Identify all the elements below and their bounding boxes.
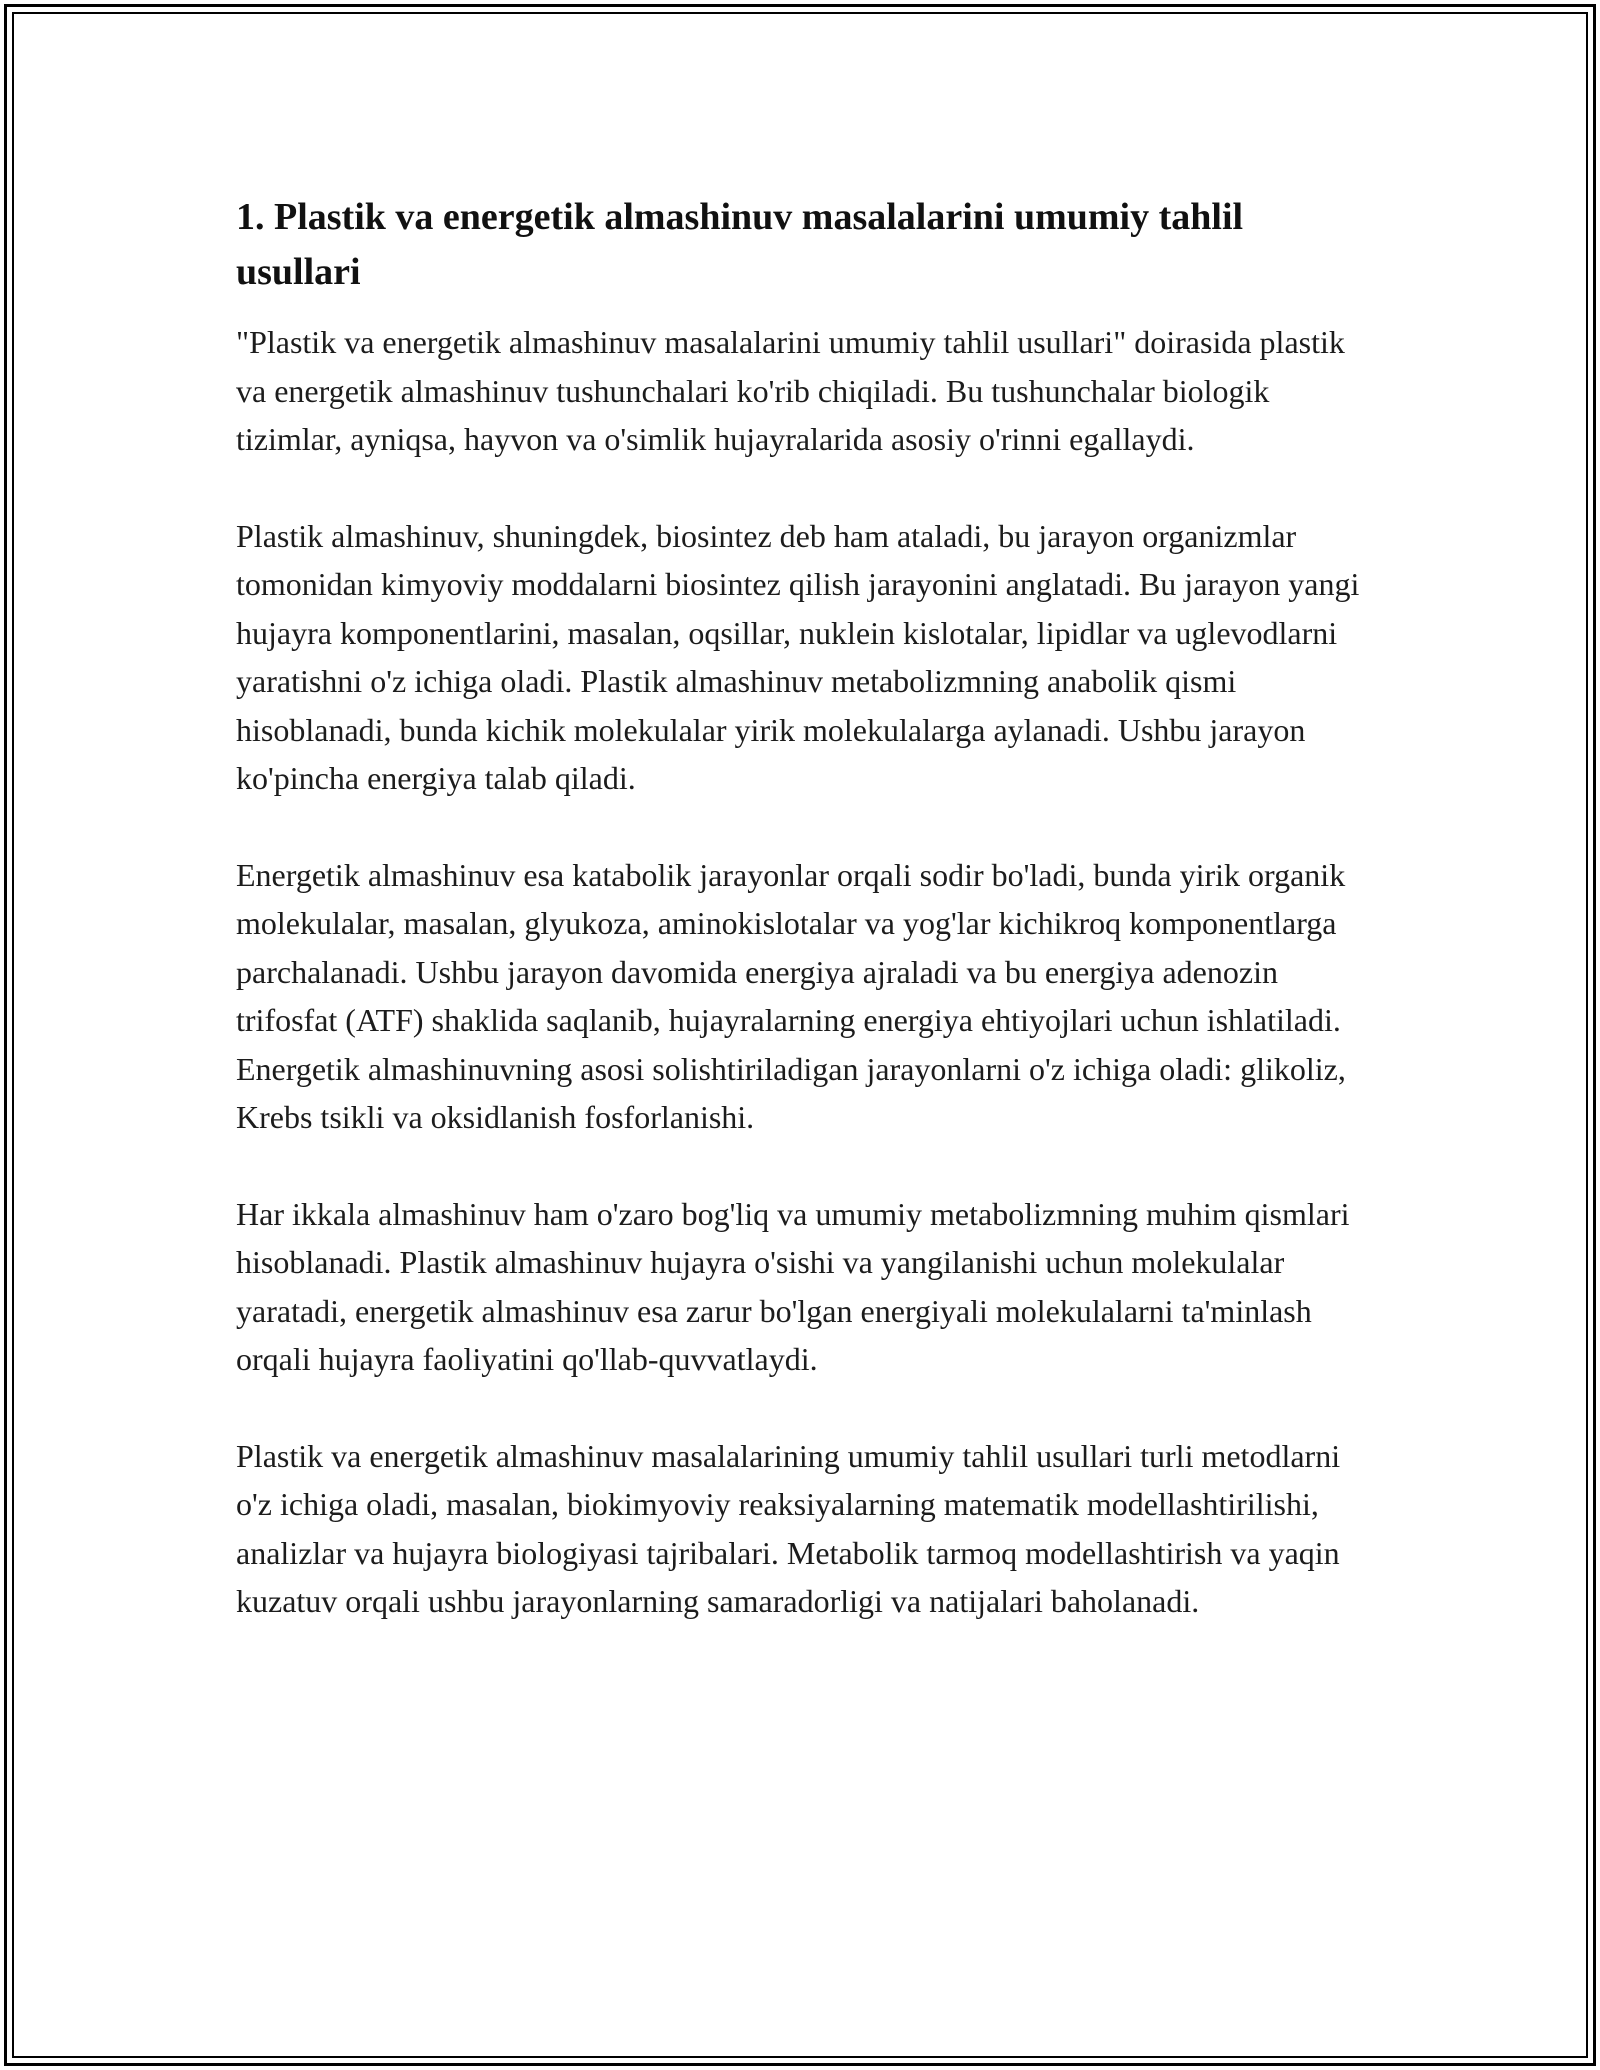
- paragraph-intro: "Plastik va energetik almashinuv masalalarini umumiy tahlil usullari" doirasida plastik va energetik almashinuv tushunchalari ko'rib chiqiladi. Bu tushunchalar biologik tizimlar, ayniqsa, hayvon va o'simlik hujayralarida asosiy o'rinni egallaydi.: [236, 324, 1345, 457]
- paragraph-energy-exchange: Energetik almashinuv esa katabolik jarayonlar orqali sodir bo'ladi, bunda yirik organik molekulalar, masalan, glyukoza, aminokislotalar va yog'lar kichikroq komponentlarga parchalanadi. Ushbu jarayon davomida energiya ajraladi va bu energiya adenozin trifosfat (ATF) shaklida saqlanib, hujayralarning energiya ehtiyojlari uchun ishlatiladi. Energetik almashinuvning asosi solishtiriladigan jarayonlarni o'z ichiga oladi: glikoliz, Krebs tsikli va oksidlanish fosforlanishi.: [236, 856, 1346, 1135]
- paragraph-analysis-methods: Plastik va energetik almashinuv masalalarining umumiy tahlil usullari turli metodlarni o'z ichiga oladi, masalan, biokimyoviy reaksiyalarning matematik modellashtirilishi, analizlar va hujayra biologiyasi tajribalari. Metabolik tarmoq modellashtirish va yaqin kuzatuv orqali ushbu jarayonlarning samaradorligi va natijalari baholanadi.: [236, 1437, 1341, 1619]
- paragraph-plastic-exchange: Plastik almashinuv, shuningdek, biosintez deb ham ataladi, bu jarayon organizmlar tomonidan kimyoviy moddalarni biosintez qilish jarayonini anglatadi. Bu jarayon yangi hujayra komponentlarini, masalan, oqsillar, nuklein kislotalar, lipidlar va uglevodlarni yaratishni o'z ichiga oladi. Plastik almashinuv metabolizmning anabolik qismi hisoblanadi, bunda kichik molekulalar yirik molekulalarga aylanadi. Ushbu jarayon ko'pincha energiya talab qiladi.: [236, 517, 1360, 796]
- document-title: 1. Plastik va energetik almashinuv masalalarini umumiy tahlil usullari: [236, 196, 1244, 293]
- paragraph-interconnection: Har ikkala almashinuv ham o'zaro bog'liq va umumiy metabolizmning muhim qismlari hisoblanadi. Plastik almashinuv hujayra o'sishi va yangilanishi uchun molekulalar yaratadi, energetik almashinuv esa zarur bo'lgan energiyali molekulalarni ta'minlash orqali hujayra faoliyatini qo'llab-quvvatlaydi.: [236, 1195, 1350, 1377]
- document-body: [236, 190, 1370, 1674]
